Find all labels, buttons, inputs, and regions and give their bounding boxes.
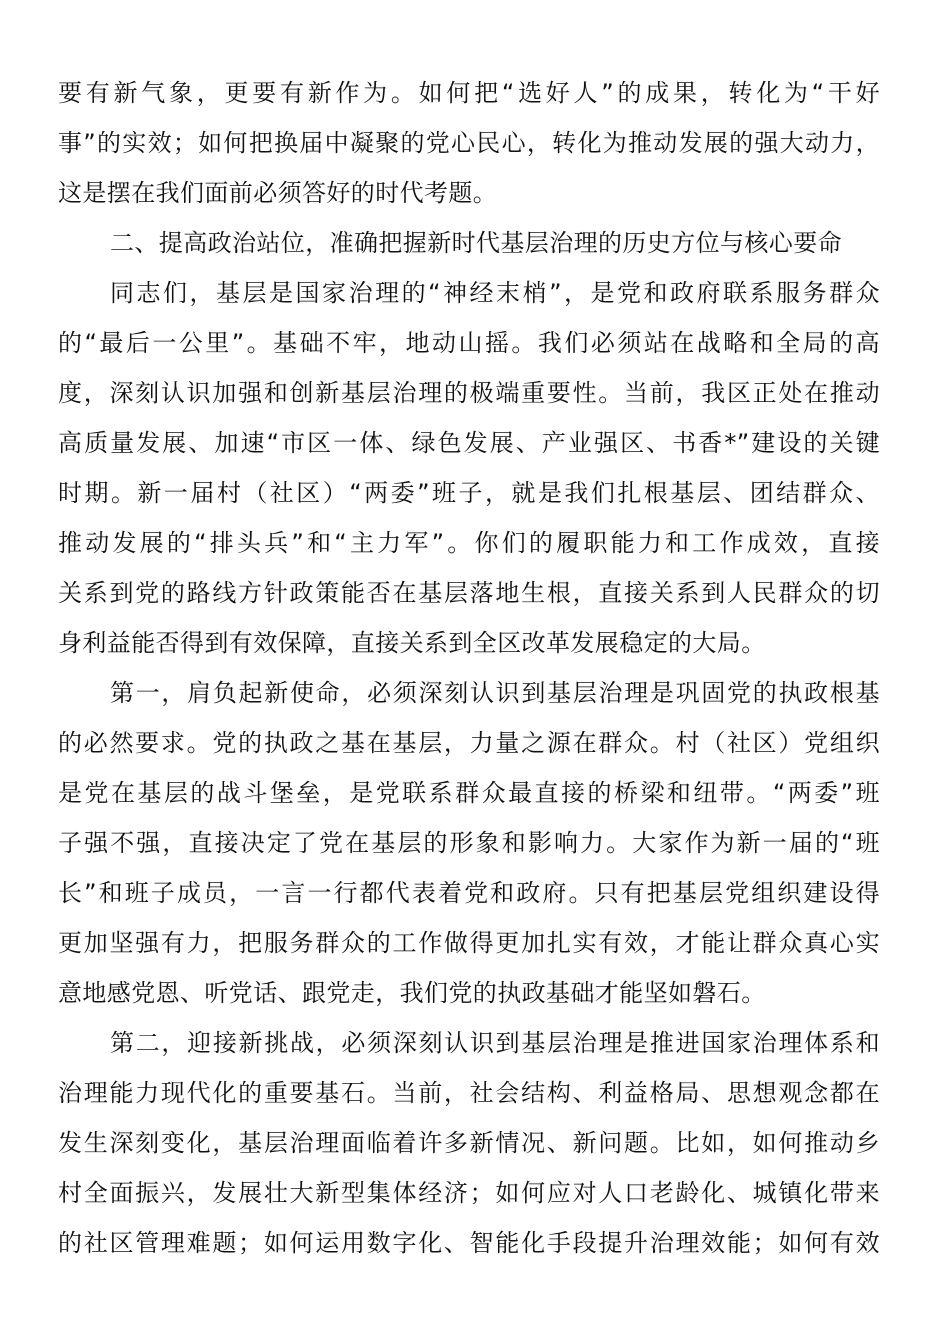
text-line: 治理能力现代化的重要基石。当前，社会结构、利益格局、思想观念都在 [58, 1079, 880, 1107]
text-line: 更加坚强有力，把服务群众的工作做得更加扎实有效，才能让群众真心实 [58, 929, 880, 957]
body-paragraph [58, 1018, 880, 1268]
section-heading [58, 218, 880, 268]
document-page [58, 68, 880, 1268]
text-line: 的必然要求。党的执政之基在基层，力量之源在群众。村（社区）党组织 [58, 729, 880, 757]
text-line: 度，深刻认识加强和创新基层治理的极端重要性。当前，我区正处在推动 [58, 379, 880, 407]
text-line: 推动发展的“排头兵”和“主力军”。你们的履职能力和工作成效，直接 [58, 529, 880, 557]
body-paragraph [58, 668, 880, 1018]
body-paragraph [58, 68, 880, 218]
text-line: 这是摆在我们面前必须答好的时代考题。 [58, 179, 498, 207]
text-line: 的社区管理难题；如何运用数字化、智能化手段提升治理效能；如何有效 [58, 1229, 880, 1257]
text-line: 身利益能否得到有效保障，直接关系到全区改革发展稳定的大局。 [58, 629, 766, 657]
text-line: 事”的实效；如何把换届中凝聚的党心民心，转化为推动发展的强大动力， [58, 129, 880, 157]
text-line: 发生深刻变化，基层治理面临着许多新情况、新问题。比如，如何推动乡 [58, 1129, 880, 1157]
text-line: 是党在基层的战斗堡垒，是党联系群众最直接的桥梁和纽带。“两委”班 [58, 779, 880, 807]
body-paragraph [58, 268, 880, 668]
text-line: 关系到党的路线方针政策能否在基层落地生根，直接关系到人民群众的切 [58, 579, 880, 607]
text-line: 二、提高政治站位，准确把握新时代基层治理的历史方位与核心要命 [110, 229, 842, 257]
text-line: 村全面振兴，发展壮大新型集体经济；如何应对人口老龄化、城镇化带来 [58, 1179, 880, 1207]
text-line: 要有新气象，更要有新作为。如何把“选好人”的成果，转化为“干好 [58, 79, 880, 107]
text-line: 意地感党恩、听党话、跟党走，我们党的执政基础才能坚如磐石。 [58, 979, 766, 1007]
text-line: 同志们，基层是国家治理的“神经末梢”，是党和政府联系服务群众 [110, 279, 880, 307]
text-line: 长”和班子成员，一言一行都代表着党和政府。只有把基层党组织建设得 [58, 879, 880, 907]
text-line: 第二，迎接新挑战，必须深刻认识到基层治理是推进国家治理体系和 [110, 1029, 880, 1057]
text-line: 的“最后一公里”。基础不牢，地动山摇。我们必须站在战略和全局的高 [58, 329, 880, 357]
text-line: 子强不强，直接决定了党在基层的形象和影响力。大家作为新一届的“班 [58, 829, 880, 857]
text-line: 高质量发展、加速“市区一体、绿色发展、产业强区、书香*”建设的关键 [58, 429, 880, 457]
text-line: 第一，肩负起新使命，必须深刻认识到基层治理是巩固党的执政根基 [110, 679, 880, 707]
text-line: 时期。新一届村（社区）“两委”班子，就是我们扎根基层、团结群众、 [58, 479, 880, 507]
